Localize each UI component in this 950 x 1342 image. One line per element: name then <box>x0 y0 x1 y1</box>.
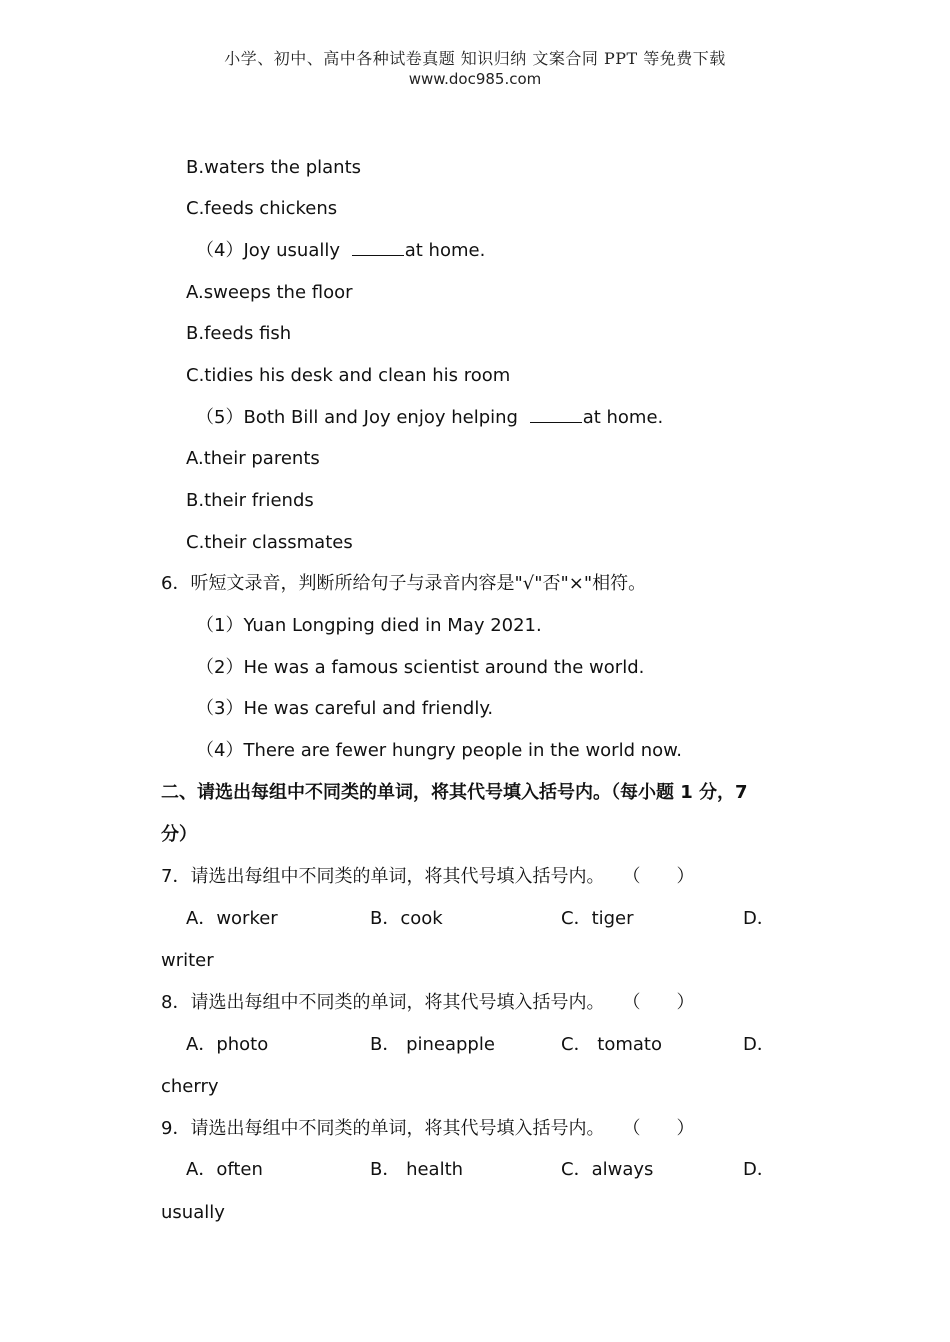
answer-parentheses[interactable]: （ ） <box>622 866 695 887</box>
question-8-prompt <box>161 991 694 1015</box>
option-b-q4: B.feeds fish <box>186 323 292 344</box>
question-8-option-d-label: D． <box>743 1034 775 1055</box>
question-7-prompt <box>161 865 694 889</box>
sub-question-4-tail: at home. <box>404 240 486 261</box>
question-7-option-c: C．tiger <box>561 908 634 929</box>
question-7-option-d-label: D． <box>743 908 775 929</box>
option-c-q3: C.feeds chickens <box>186 198 338 219</box>
sub-question-4-text: （4）Joy usually <box>196 240 346 261</box>
option-c-q5: C.their classmates <box>186 532 353 553</box>
answer-parentheses[interactable]: （ ） <box>622 992 695 1013</box>
question-9-option-d: usually <box>161 1202 225 1223</box>
question-6-item: （2）He was a famous scientist around the world. <box>196 657 645 678</box>
option-b-q3: B.waters the plants <box>186 157 362 178</box>
question-7-text: 7．请选出每组中不同类的单词，将其代号填入括号内。 <box>161 866 605 887</box>
question-9-option-a: A．often <box>186 1159 263 1180</box>
sub-question-5 <box>196 406 663 430</box>
answer-blank <box>530 406 582 423</box>
question-6-item: （4）There are fewer hungry people in the world now. <box>196 740 682 761</box>
section-2-title-cont: 分） <box>161 824 197 845</box>
header-title: 小学、初中、高中各种试卷真题 知识归纳 文案合同 PPT 等免费下载 <box>224 49 726 68</box>
question-8-option-d: cherry <box>161 1076 219 1097</box>
option-b-q5: B.their friends <box>186 490 314 511</box>
question-7-option-a: A．worker <box>186 908 278 929</box>
question-8-option-a: A．photo <box>186 1034 269 1055</box>
option-c-q4: C.tidies his desk and clean his room <box>186 365 511 386</box>
question-7-option-d: writer <box>161 950 214 971</box>
question-8-text: 8．请选出每组中不同类的单词，将其代号填入括号内。 <box>161 992 605 1013</box>
question-9-option-d-label: D． <box>743 1159 775 1180</box>
option-a-q4: A.sweeps the floor <box>186 282 353 303</box>
question-9-option-b: B． health <box>370 1159 464 1180</box>
question-9-prompt <box>161 1117 694 1141</box>
question-9-text: 9．请选出每组中不同类的单词，将其代号填入括号内。 <box>161 1118 605 1139</box>
sub-question-5-text: （5）Both Bill and Joy enjoy helping <box>196 407 524 428</box>
question-8-option-b: B． pineapple <box>370 1034 495 1055</box>
question-6-item: （1）Yuan Longping died in May 2021. <box>196 615 542 636</box>
answer-parentheses[interactable]: （ ） <box>622 1118 695 1139</box>
section-2-title: 二、请选出每组中不同类的单词，将其代号填入括号内。（每小题 1 分，7 <box>161 782 748 803</box>
question-7-option-b: B．cook <box>370 908 443 929</box>
question-6-item: （3）He was careful and friendly. <box>196 698 494 719</box>
sub-question-5-tail: at home. <box>582 407 664 428</box>
question-9-option-c: C．always <box>561 1159 654 1180</box>
answer-blank <box>352 239 404 256</box>
question-6-prompt: 6．听短文录音，判断所给句子与录音内容是"√"否"×"相符。 <box>161 573 647 594</box>
sub-question-4 <box>196 239 485 263</box>
option-a-q5: A.their parents <box>186 448 320 469</box>
header-url[interactable]: www.doc985.com <box>408 70 542 88</box>
question-8-option-c: C． tomato <box>561 1034 662 1055</box>
